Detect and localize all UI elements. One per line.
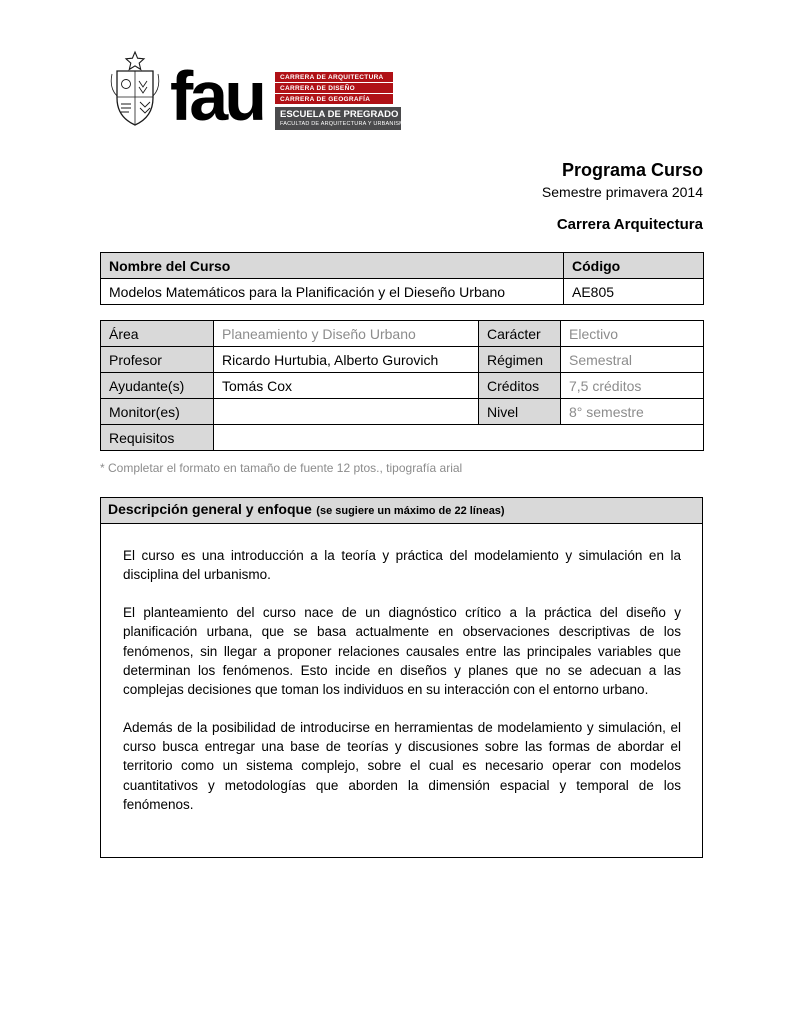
career-label-arquitectura: CARRERA DE ARQUITECTURA (275, 72, 393, 82)
area-label: Área (101, 321, 214, 347)
caracter-label: Carácter (479, 321, 561, 347)
monitor-value (214, 399, 479, 425)
regimen-value: Semestral (561, 347, 704, 373)
course-code-header: Código (564, 253, 704, 279)
table-row (101, 373, 704, 399)
caracter-value: Electivo (561, 321, 704, 347)
profesor-value: Ricardo Hurtubia, Alberto Gurovich (214, 347, 479, 373)
faculty-label: FACULTAD DE ARQUITECTURA Y URBANISMO (280, 121, 409, 127)
university-crest-icon (108, 50, 162, 134)
table-row (101, 253, 704, 279)
profesor-label: Profesor (101, 347, 214, 373)
ayudante-value: Tomás Cox (214, 373, 479, 399)
description-subtitle-text: (se sugiere un máximo de 22 líneas) (316, 505, 505, 517)
description-paragraph: El planteamiento del curso nace de un diagnóstico crítico a la práctica del diseño y planificación urbana, que se basa actualmente en observaciones descriptivas de los fenómenos, sin llegar a proponer relaciones causales entre las principales variables que determinan los fenómenos. Esto incide en diseños y planes que no se adecuan a las complejas decisiones que toman los individuos en su interacción con el entorno urbano. (123, 605, 681, 697)
format-note: * Completar el formato en tamaño de fuente 12 ptos., tipografía arial (100, 461, 463, 475)
monitor-label: Monitor(es) (101, 399, 214, 425)
course-details-table (100, 320, 704, 451)
career-label-diseno: CARRERA DE DISEÑO (275, 83, 393, 93)
regimen-label: Régimen (479, 347, 561, 373)
course-code-value: AE805 (564, 279, 704, 305)
table-row (101, 399, 704, 425)
nivel-label: Nivel (479, 399, 561, 425)
semester-text: Semestre primavera 2014 (541, 184, 703, 200)
course-name-value: Modelos Matemáticos para la Planificación y el Dieseño Urbano (101, 279, 564, 305)
school-label-block (275, 107, 409, 130)
requisitos-value (214, 425, 704, 451)
table-row (101, 347, 704, 373)
course-name-table (100, 252, 704, 305)
requisitos-label: Requisitos (101, 425, 214, 451)
description-body (100, 524, 703, 858)
nivel-value: 8° semestre (561, 399, 704, 425)
logo-labels (275, 72, 409, 130)
career-text: Carrera Arquitectura (556, 216, 703, 233)
creditos-value: 7,5 créditos (561, 373, 704, 399)
fau-logo (108, 50, 409, 135)
description-paragraph: El curso es una introducción a la teoría y práctica del modelamiento y simulación en la disciplina del urbanismo. (123, 548, 681, 583)
description-section (100, 497, 703, 858)
description-subtitle (316, 505, 504, 517)
table-row (101, 279, 704, 305)
table-row (101, 425, 704, 451)
description-title: Descripción general y enfoque (108, 501, 312, 517)
career-label-geografia: CARRERA DE GEOGRAFÍA (275, 94, 393, 104)
creditos-label: Créditos (479, 373, 561, 399)
area-value: Planeamiento y Diseño Urbano (214, 321, 479, 347)
document-header (542, 160, 703, 233)
school-label: ESCUELA DE PREGRADO (280, 109, 399, 120)
course-name-header: Nombre del Curso (101, 253, 564, 279)
ayudante-label: Ayudante(s) (101, 373, 214, 399)
page-title: Programa Curso (561, 160, 703, 180)
table-row (101, 321, 704, 347)
description-header (100, 497, 703, 524)
fau-wordmark: fau (170, 57, 263, 135)
description-paragraph: Además de la posibilidad de introducirse en herramientas de modelamiento y simulación, el curso busca entregar una base de teorías y discusiones sobre las formas de abordar el territorio como un sistema complejo, sobre el cual es necesario operar con modelos cuantitativos y metodologías que aborden la dimensión espacial y temporal de los fenómenos. (123, 720, 681, 812)
